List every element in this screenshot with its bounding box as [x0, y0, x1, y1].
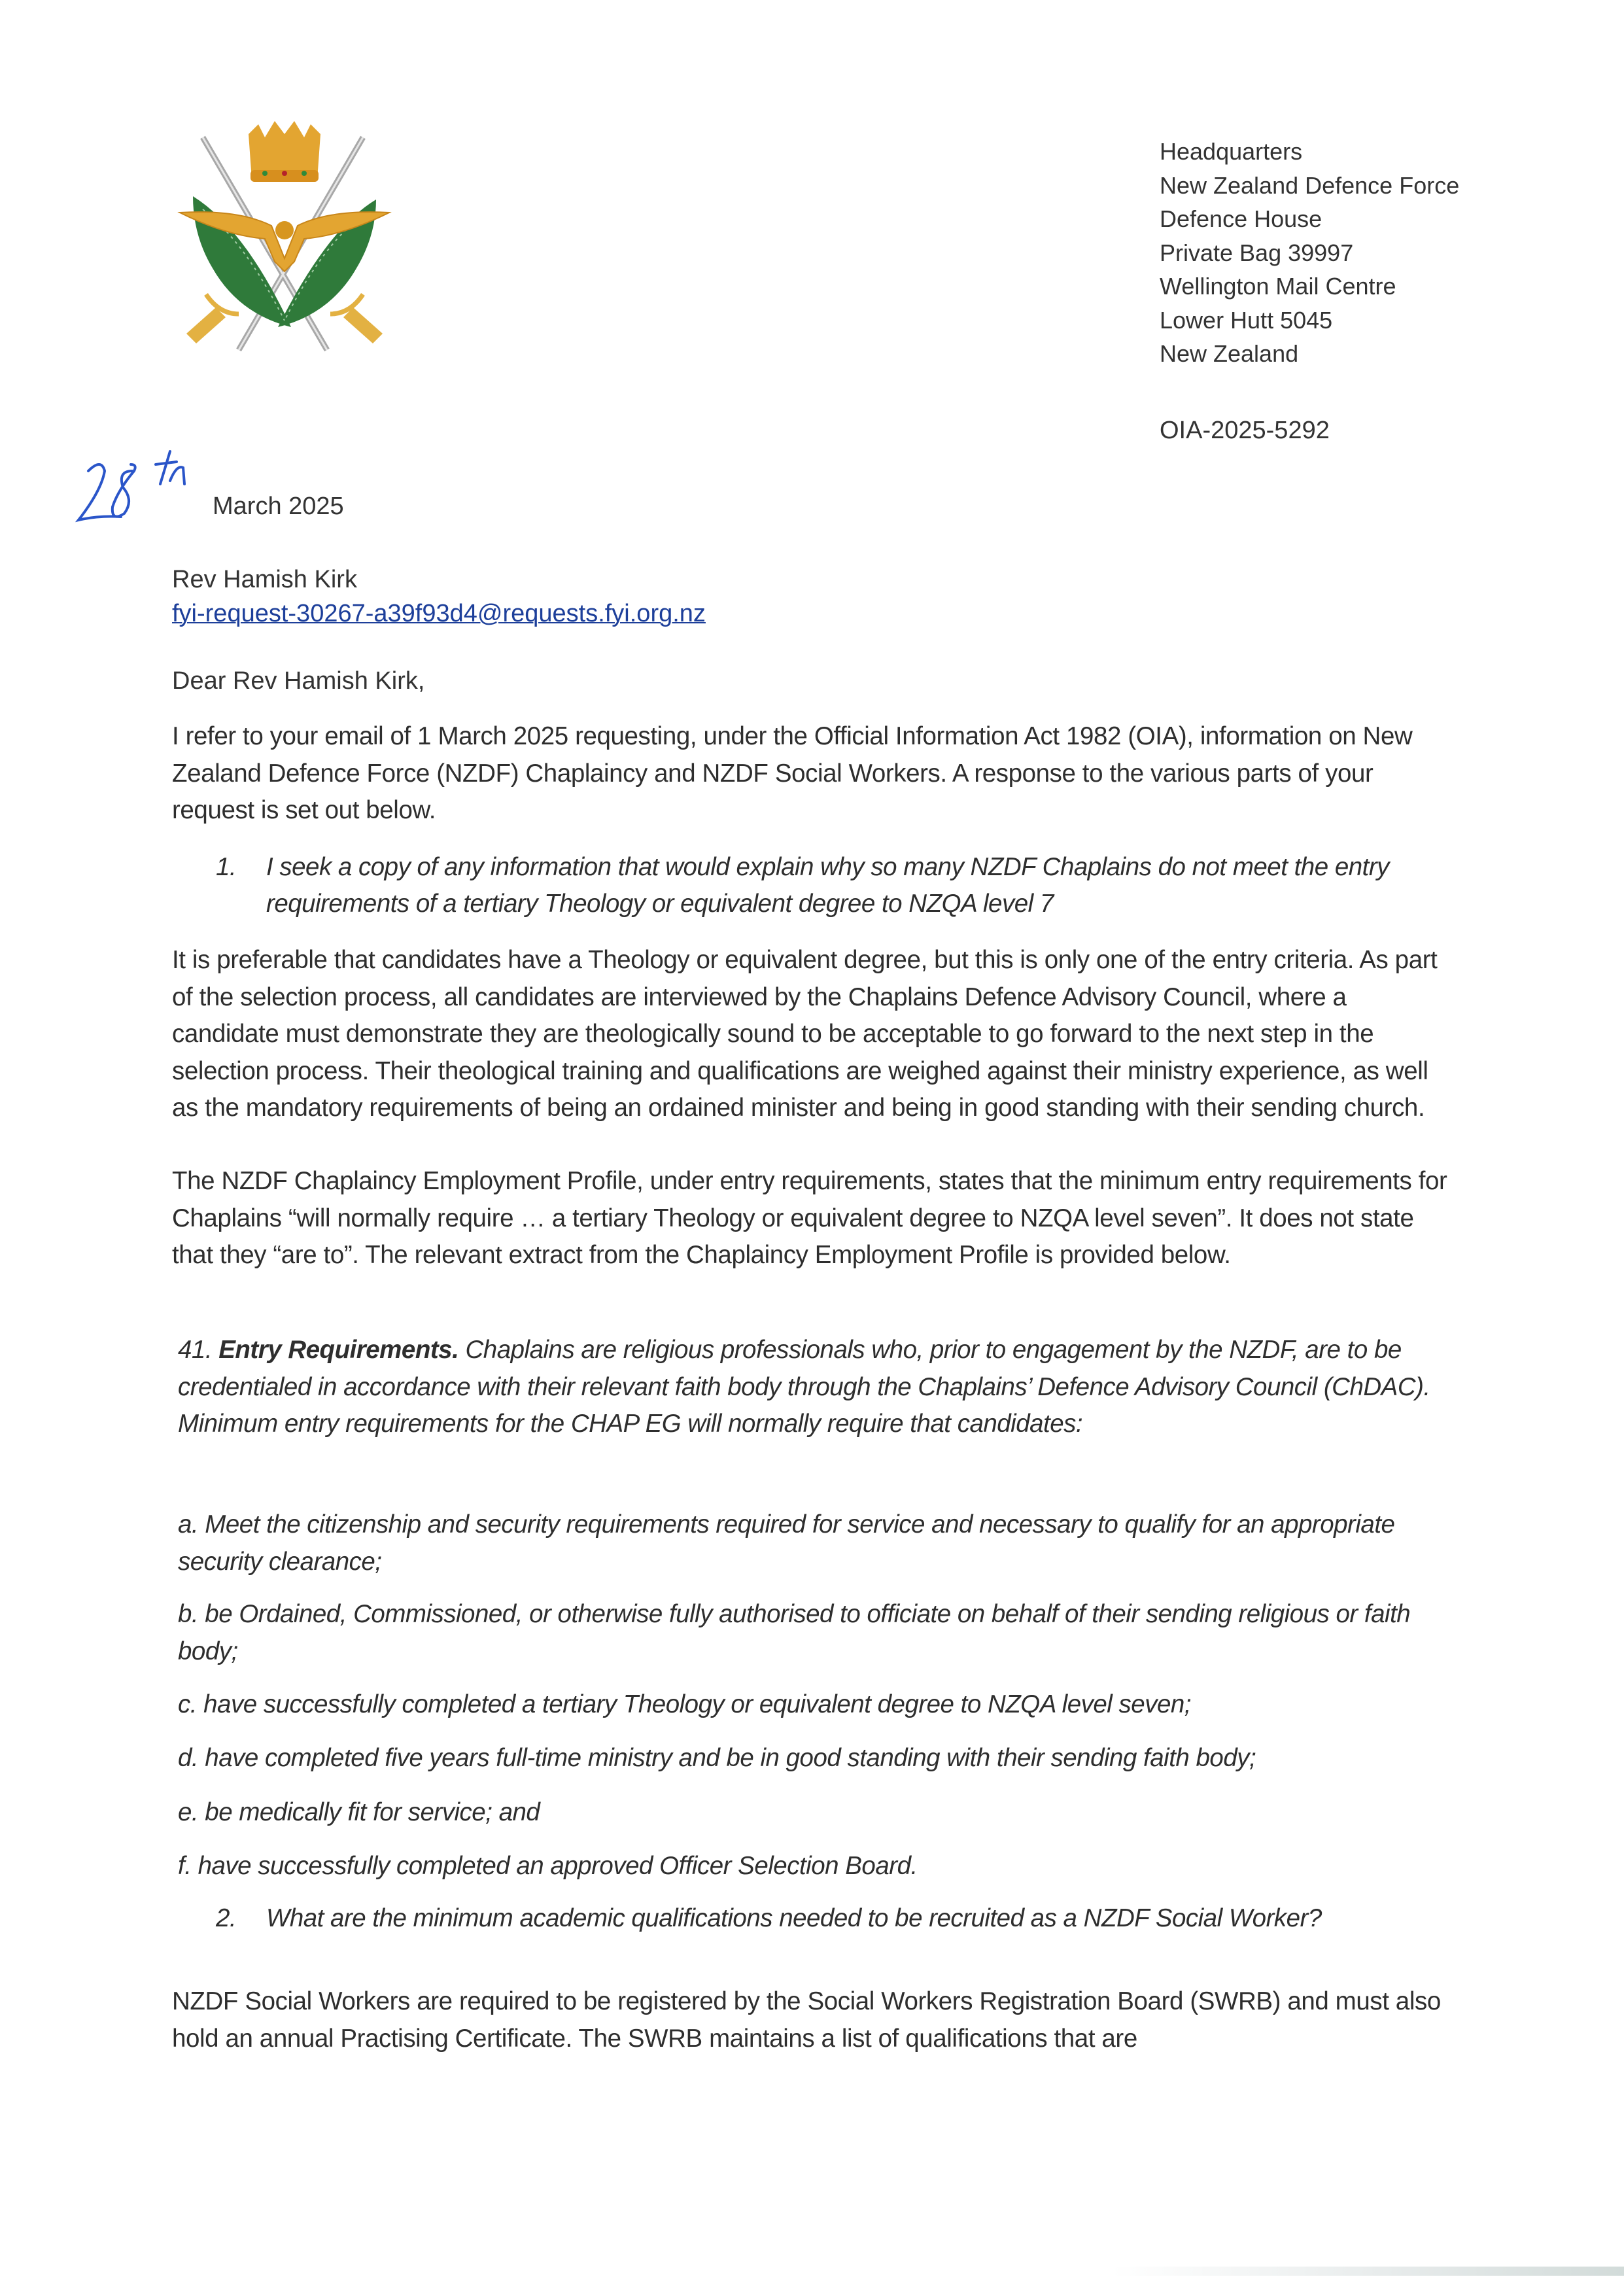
answer-1-paragraph-2: [172, 1163, 1454, 1274]
extract-heading: Entry Requirements.: [218, 1336, 459, 1364]
letter-date: March 2025: [213, 493, 344, 520]
address-line: Lower Hutt 5045: [1160, 306, 1333, 334]
intro-paragraph: [172, 718, 1454, 829]
sender-address: [1160, 135, 1459, 371]
answer-text: NZDF Social Workers are required to be registered by the Social Workers Registration Board (SWRB) and must also hold an annual Practising Certificate. The SWRB maintains a list of qualifications that are: [172, 1987, 1441, 2053]
answer-text: It is preferable that candidates have a Theology or equivalent degree, but this is only one of the entry criteria. As part of the selection process, all candidates are interviewed by the Chaplains Defence Advisory Council, where a candidate must demonstrate they are theologically sound to be acceptable to go forward to the next step in the selection process. Their theological training and qualifications are weighed against their ministry experience, as well as the mandatory requirements of being an ordained minister and being in good standing with their sending church.: [172, 946, 1438, 1122]
address-line: Private Bag 39997: [1160, 239, 1354, 266]
extract-text: Chaplains are religious professionals who, prior to engagement by the NZDF, are to be credentialed in accordance with their relevant faith body through the Chaplains’ Defence Advisory Council (ChDAC). Minimum entry requirements for the CHAP EG will normally require that candidates:: [178, 1336, 1430, 1438]
question-text: What are the minimum academic qualifications needed to be recruited as a NZDF Social Worker?: [266, 1904, 1322, 1932]
question-number: 2.: [216, 1904, 237, 1932]
question-2: [216, 1900, 1445, 1937]
recipient-block: [172, 563, 706, 631]
recipient-email-link[interactable]: fyi-request-30267-a39f93d4@requests.fyi.org.nz: [172, 600, 706, 627]
question-text: I seek a copy of any information that would explain why so many NZDF Chaplains do not meet the entry requirements of a tertiary Theology or equivalent degree to NZQA level 7: [266, 853, 1389, 918]
intro-text: I refer to your email of 1 March 2025 requesting, under the Official Information Act 1982 (OIA), information on New Zealand Defence Force (NZDF) Chaplaincy and NZDF Social Workers. A response to the various parts of your request is set out below.: [172, 722, 1413, 824]
address-line: New Zealand Defence Force: [1160, 171, 1460, 199]
employment-profile-extract: [178, 1332, 1460, 1443]
salutation: Dear Rev Hamish Kirk,: [172, 667, 425, 695]
extract-para-number: 41.: [178, 1336, 213, 1364]
question-1: [216, 849, 1445, 922]
extract-item-a: a. Meet the citizenship and security requirements required for service and necessary to qualify for an appropriate security clearance;: [178, 1510, 1395, 1576]
reference-number: OIA-2025-5292: [1160, 417, 1330, 444]
answer-text: The NZDF Chaplaincy Employment Profile, under entry requirements, states that the minimum entry requirements for Chaplains “will normally require … a tertiary Theology or equivalent degree to NZQA level seven”. It does not state that they “are to”. The relevant extract from the Chaplaincy Employment Profile is provided below.: [172, 1167, 1447, 1269]
question-number: 1.: [216, 853, 237, 881]
handwritten-day-28th: [72, 445, 216, 523]
extract-item-e: e. be medically fit for service; and: [178, 1798, 540, 1826]
nzdf-crest-icon: [167, 118, 402, 366]
extract-item-d: d. have completed five years full-time ministry and be in good standing with their sending faith body;: [178, 1744, 1256, 1772]
extract-item-b: b. be Ordained, Commissioned, or otherwise fully authorised to officiate on behalf of their sending religious or faith body;: [178, 1600, 1411, 1665]
answer-1-paragraph-1: [172, 942, 1454, 1127]
address-line: Defence House: [1160, 205, 1322, 232]
extract-item-f: f. have successfully completed an approved Officer Selection Board.: [178, 1852, 918, 1880]
recipient-name: Rev Hamish Kirk: [172, 566, 357, 593]
answer-2-paragraph-1: [172, 1983, 1454, 2057]
scan-artifact: [1112, 2267, 1624, 2276]
address-line: New Zealand: [1160, 340, 1299, 367]
address-line: Headquarters: [1160, 138, 1303, 165]
extract-item-c: c. have successfully completed a tertiary Theology or equivalent degree to NZQA level seven;: [178, 1690, 1191, 1718]
address-line: Wellington Mail Centre: [1160, 273, 1396, 300]
